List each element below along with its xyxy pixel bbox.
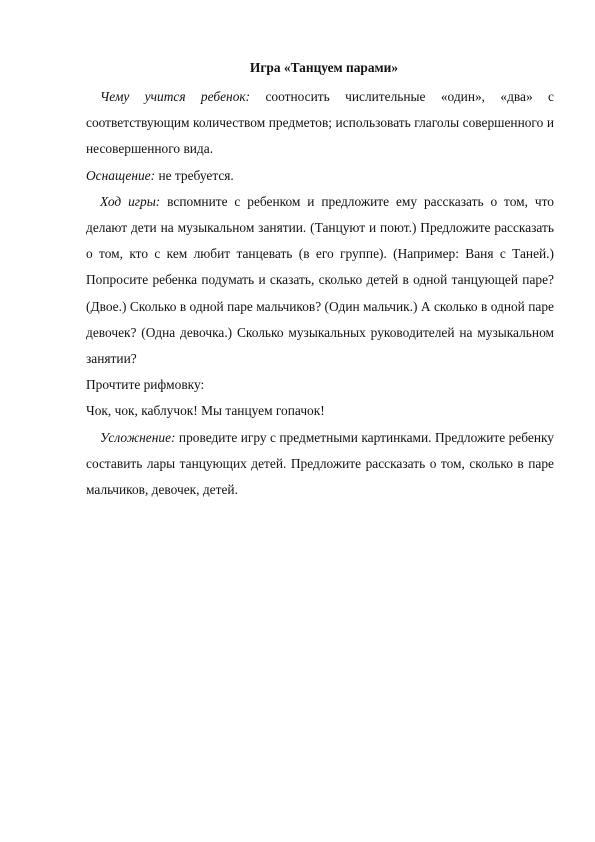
learning-goal-text: соотносить числительные «один», «два» с соответствующим количеством предметов; использовать глаголы совершенного и несовершенного вида. bbox=[86, 89, 554, 157]
paragraph-complication bbox=[86, 425, 554, 504]
paragraph-equipment bbox=[86, 163, 554, 189]
game-procedure-label: Ход игры: bbox=[100, 193, 161, 209]
paragraph-learning-goal bbox=[86, 84, 554, 163]
equipment-label: Оснащение: bbox=[86, 167, 156, 183]
paragraph-game-procedure bbox=[86, 189, 554, 372]
complication-label: Усложнение: bbox=[100, 429, 176, 445]
equipment-text: не требуется. bbox=[155, 167, 234, 183]
game-procedure-text: вспомните с ребенком и предложите ему рассказать о том, что делают дети на музыкальном занятии. (Танцуют и поют.) Предложите рассказать о том, кто с кем любит танцевать (в его группе). (Например: Ваня с Таней.) Попросите ребенка подумать и сказать, сколько детей в одной танцующей паре? (Двое.) Сколько в одной паре мальчиков? (Один мальчик.) А сколько в одной паре девочек? (Одна девочка.) Сколько музыкальных руководителей на музыкальном занятии? bbox=[86, 193, 554, 367]
document-title: Игра «Танцуем парами» bbox=[249, 60, 399, 75]
learning-goal-label: Чему учится ребенок: bbox=[100, 89, 251, 104]
document-body bbox=[86, 58, 554, 503]
paragraph-rhyme: Чок, чок, каблучок! Мы танцуем гопачок! bbox=[86, 403, 325, 419]
paragraph-rhyme-intro: Прочтите рифмовку: bbox=[86, 377, 205, 393]
complication-text: проведите игру с предметными картинками. Предложите ребенку составить лары танцующих детей. Предложите рассказать о том, сколько в паре мальчиков, девочек, детей. bbox=[86, 429, 554, 498]
